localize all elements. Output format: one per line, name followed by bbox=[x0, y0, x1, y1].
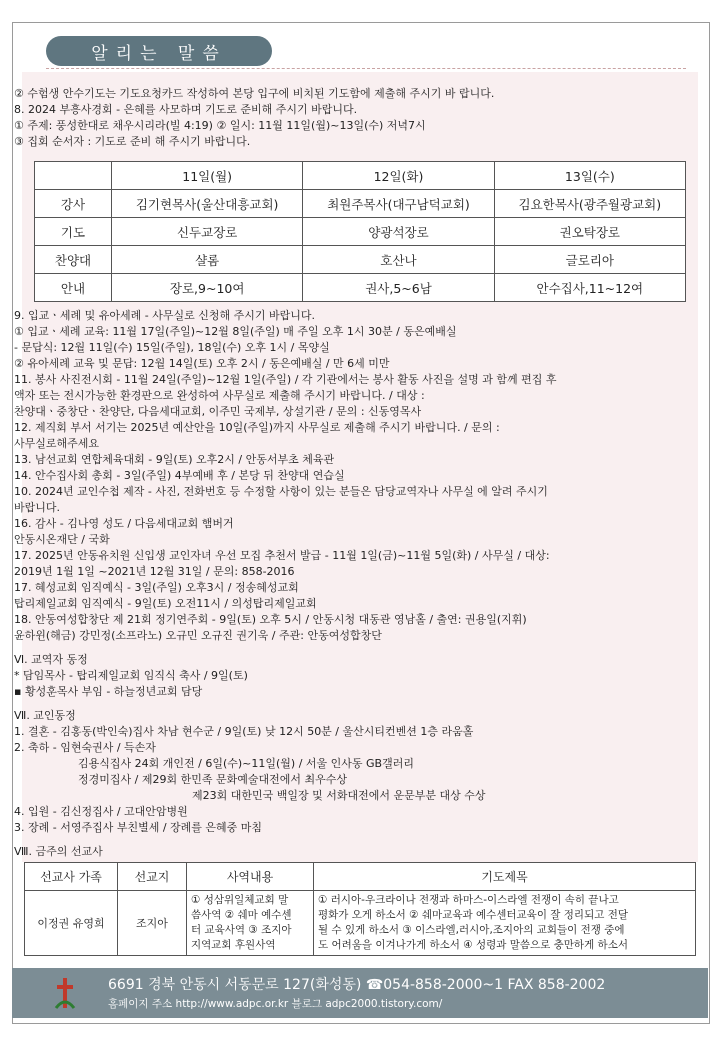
notice-line: 안동시온재단 / 국화 bbox=[14, 533, 110, 546]
table-header-cell: 11일(월) bbox=[112, 162, 303, 190]
notice-line: 16. 감사 - 김나영 성도 / 다음세대교회 햄버거 bbox=[14, 517, 234, 530]
notice-line: 1. 결혼 - 김홍동(박인숙)집사 차남 현수군 / 9일(토) 낮 12시 50분 / 울산시티컨벤션 1층 라움홀 bbox=[14, 725, 474, 738]
page-title: 알리는 말씀 bbox=[46, 36, 272, 66]
table-cell: 김요한목사(광주월광교회) bbox=[494, 190, 685, 218]
mission-prayer bbox=[314, 891, 696, 956]
notice-line: ② 수험생 안수기도는 기도요청카드 작성하여 본당 입구에 비치된 기도함에 제출해 주시기 바 랍니다. bbox=[14, 87, 495, 100]
table-header-row bbox=[35, 162, 686, 190]
notice-line: 제23회 대한민국 백일장 및 서화대전에서 운문부분 대상 수상 bbox=[192, 789, 486, 802]
footer-bar bbox=[12, 968, 708, 1018]
church-cross-icon bbox=[54, 976, 76, 1010]
notice-line: 정경미집사 / 제29회 한민족 문화예술대전에서 최우수상 bbox=[78, 773, 347, 786]
table-header-cell: 12일(화) bbox=[303, 162, 494, 190]
notice-line: 찬양대ㆍ중창단ㆍ찬양단, 다음세대교회, 이주민 국제부, 상설기관 / 문의 : 신동영목사 bbox=[14, 405, 422, 418]
notice-line: 사무실로해주세요 bbox=[14, 437, 100, 450]
mission-prayer-line: 될 수 있게 하소서 ③ 이스라엘,러시아,조지아의 교회들이 전쟁 중에 bbox=[318, 924, 625, 936]
mission-work-line: 터 교육사역 ③ 조지아 bbox=[191, 924, 292, 936]
notice-line: 바랍니다. bbox=[14, 501, 61, 514]
table-cell: 김기현목사(울산대흥교회) bbox=[112, 190, 303, 218]
notice-line: 14. 안수집사회 총회 - 3일(주일) 4부예배 후 / 본당 뒤 찬양대 연습실 bbox=[14, 469, 345, 482]
notice-line: 탑리제일교회 임직예식 - 9일(토) 오전11시 / 의성탑리제일교회 bbox=[14, 597, 317, 610]
table-cell: 장로,9~10여 bbox=[112, 274, 303, 302]
table-row bbox=[35, 246, 686, 274]
church-web-info: 홈페이지 주소 http://www.adpc.or.kr 블로그 adpc2000.tistory.com/ bbox=[108, 998, 443, 1010]
notice-line: ① 입교ㆍ세례 교육: 11월 17일(주일)~12월 8일(주일) 매 주일 오후 1시 30분 / 동은예배실 bbox=[14, 325, 457, 338]
church-address: 6691 경북 안동시 서동문로 127(화성동) ☎054-858-2000~1 FAX 858-2002 bbox=[108, 977, 606, 993]
notice-line: - 문답식: 12월 11일(수) 15일(주일), 18일(수) 오후 1시 / 목양실 bbox=[14, 341, 330, 354]
table-cell: 신두교장로 bbox=[112, 218, 303, 246]
mission-work-line: 지역교회 후원사역 bbox=[191, 939, 276, 951]
mission-work bbox=[187, 891, 314, 956]
notice-line: 2019년 1월 1일 ~2021년 12월 31일 / 문의: 858-2016 bbox=[14, 565, 295, 578]
notice-line: ▪ 황성훈목사 부임 - 하늘정년교회 담당 bbox=[14, 685, 203, 698]
mission-prayer-line: 도 어려움을 이겨나가게 하소서 ④ 성령과 말씀으로 충만하게 하소서 bbox=[318, 939, 628, 951]
notice-line: ② 유아세례 교육 및 문답: 12월 14일(토) 오후 2시 / 동은예배실 / 만 6세 미만 bbox=[14, 357, 390, 370]
notice-line: 3. 장례 - 서영주집사 부친별세 / 장례를 은혜중 마침 bbox=[14, 821, 263, 834]
table-cell: 권오탁장로 bbox=[494, 218, 685, 246]
mission-prayer-line: ① 러시아-우크라이나 전쟁과 하마스-이스라엘 전쟁이 속히 끝나고 bbox=[318, 894, 619, 906]
notice-line: 13. 남선교회 연합체육대회 - 9일(토) 오후2시 / 안동서부초 체육관 bbox=[14, 453, 335, 466]
notice-line: 김용식집사 24회 개인전 / 6일(수)~11일(월) / 서울 인사동 GB갤러리 bbox=[78, 757, 414, 770]
row-label: 찬양대 bbox=[35, 246, 112, 274]
mission-prayer-line: 평화가 오게 하소서 ② 쉐마교육과 예수센터교육이 잘 정리되고 전달 bbox=[318, 909, 628, 921]
table-header-cell: 선교지 bbox=[118, 863, 187, 891]
mission-section-heading-wrap bbox=[14, 844, 103, 860]
section-heading: Ⅶ. 교인동정 bbox=[14, 709, 76, 722]
table-header-cell: 기도제목 bbox=[314, 863, 696, 891]
row-label: 강사 bbox=[35, 190, 112, 218]
table-cell: 샬롬 bbox=[112, 246, 303, 274]
notice-line: 17. 혜성교회 임직예식 - 3일(주일) 오후3시 / 정송혜성교회 bbox=[14, 581, 299, 594]
notice-line: 액자 또는 전시가능한 환경판으로 완성하여 사무실로 제출해 주시기 바랍니다. / 대상 : bbox=[14, 389, 425, 402]
notice-line: 12. 제직회 부서 서기는 2025년 예산안을 10일(주일)까지 사무실로 제출해 주시기 바랍니다. / 문의 : bbox=[14, 421, 500, 434]
row-label: 안내 bbox=[35, 274, 112, 302]
notice-block bbox=[14, 308, 676, 644]
notice-line: * 담임목사 - 탑리제일교회 임직식 축사 / 9일(토) bbox=[14, 669, 248, 682]
intro-block bbox=[14, 86, 494, 150]
revival-schedule-table bbox=[34, 161, 686, 302]
table-cell: 양광석장로 bbox=[303, 218, 494, 246]
member-section bbox=[14, 708, 486, 836]
mission-work-line: 씀사역 ② 쉐마 예수센 bbox=[191, 909, 292, 921]
mission-place: 조지아 bbox=[118, 891, 187, 956]
table-cell: 호산나 bbox=[303, 246, 494, 274]
staff-section bbox=[14, 652, 248, 700]
table-row bbox=[25, 891, 696, 956]
notice-line: ③ 집회 순서자 : 기도로 준비 해 주시기 바랍니다. bbox=[14, 135, 251, 148]
table-row bbox=[35, 274, 686, 302]
table-cell: 권사,5~6남 bbox=[303, 274, 494, 302]
notice-line: 윤하윈(해금) 강민정(소프라노) 오규민 오규진 권기욱 / 주관: 안동여성합창단 bbox=[14, 629, 382, 642]
section-heading: Ⅷ. 금주의 선교사 bbox=[14, 845, 103, 858]
notice-line: ① 주제: 풍성한대로 채우시리라(빌 4:19) ② 일시: 11월 11일(월)~13일(수) 저녁7시 bbox=[14, 119, 426, 132]
table-header-cell: 사역내용 bbox=[187, 863, 314, 891]
notice-line: 2. 축하 - 임현숙권사 / 득손자 bbox=[14, 741, 156, 754]
table-header-cell: 선교사 가족 bbox=[25, 863, 118, 891]
notice-line: 18. 안동여성합창단 제 21회 정기연주회 - 9일(토) 오후 5시 / 안동시청 대동관 영남홀 / 출연: 권용일(지휘) bbox=[14, 613, 527, 626]
table-cell: 글로리아 bbox=[494, 246, 685, 274]
missionary-table bbox=[24, 862, 696, 956]
table-cell: 최원주목사(대구남덕교회) bbox=[303, 190, 494, 218]
table-cell bbox=[35, 162, 112, 190]
table-header-row bbox=[25, 863, 696, 891]
notice-line: 4. 입원 - 김신정집사 / 고대안암병원 bbox=[14, 805, 188, 818]
section-heading: Ⅵ. 교역자 동정 bbox=[14, 653, 88, 666]
table-header-cell: 13일(수) bbox=[494, 162, 685, 190]
notice-line: 11. 봉사 사진전시회 - 11월 24일(주일)~12월 1일(주일) / 각 기관에서는 봉사 활동 사진을 설명 과 함께 편집 후 bbox=[14, 373, 557, 386]
missionary-family: 이정권 유영희 bbox=[25, 891, 118, 956]
table-row bbox=[35, 218, 686, 246]
notice-line: 8. 2024 부흥사경회 - 은혜를 사모하며 기도로 준비해 주시기 바랍니다. bbox=[14, 103, 358, 116]
notice-line: 10. 2024년 교인수첩 제작 - 사진, 전화번호 등 수정할 사항이 있는 분들은 담당교역자나 사무실 에 알려 주시기 bbox=[14, 485, 548, 498]
title-divider bbox=[46, 68, 686, 69]
table-cell: 안수집사,11~12여 bbox=[494, 274, 685, 302]
mission-work-line: ① 성삼위일체교회 말 bbox=[191, 894, 289, 906]
notice-line: 9. 입교ㆍ세례 및 유아세례 - 사무실로 신청해 주시기 바랍니다. bbox=[14, 309, 315, 322]
table-row bbox=[35, 190, 686, 218]
notice-line: 17. 2025년 안동유치원 신입생 교인자녀 우선 모집 추천서 발급 - 11월 1일(금)~11월 5일(화) / 사무실 / 대상: bbox=[14, 549, 550, 562]
row-label: 기도 bbox=[35, 218, 112, 246]
